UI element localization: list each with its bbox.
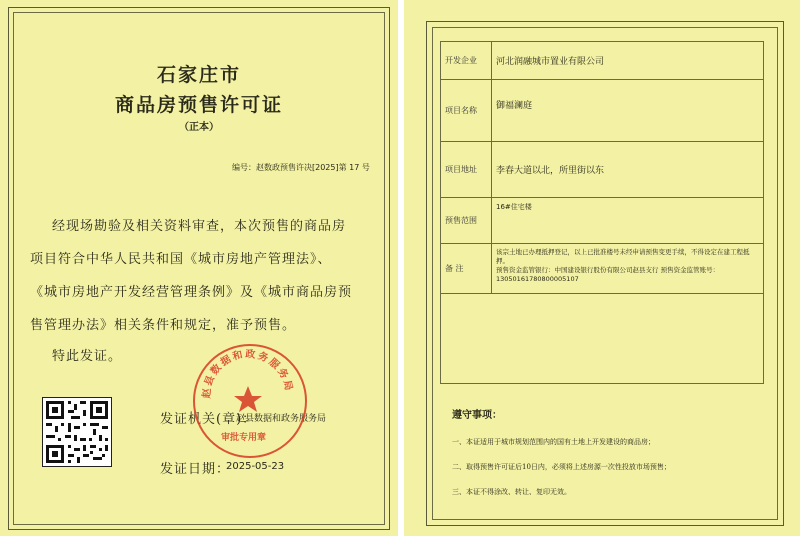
row-label: 备 注 [441,244,492,294]
seal-center-text: 审批专用章 [221,433,267,443]
table-row [441,142,764,198]
issuer-label: 发证机关(章)： [160,412,257,427]
notice-item-3: 三、本证不得涂改、转让、复印无效。 [452,488,571,496]
certificate-number [232,163,382,173]
table-row [441,244,764,294]
notice-item-1: 一、本证适用于城市规划范围内的国有土地上开发建设的商品房； [452,438,655,446]
certificate-title: 商品房预售许可证 [114,94,283,116]
body-line-3: 《城市房地产开发经营管理条例》及《城市商品房预 [30,285,353,300]
row-label: 项目地址 [441,142,492,198]
issuer-value: 赵县数据和政务服务局 [236,414,327,424]
number-label: 编号： [232,163,256,172]
qr-code [42,397,112,467]
left-certificate-page [0,0,398,536]
official-seal [193,344,307,458]
table-row-empty [441,294,764,384]
table-row [441,80,764,142]
seal-arc-text: 赵县数据和政务服务局 [201,349,295,399]
row-label: 开发企业 [441,42,492,80]
number-value: 赵数政预售许决[2025]第 17 号 [256,163,370,172]
remarks-value [492,244,764,294]
body-line-2: 项目符合中华人民共和国《城市房地产管理法》、 [30,252,332,267]
empty-cell [441,294,764,384]
seal-star-icon [234,386,262,412]
issue-date-value: 2025-05-23 [226,461,285,472]
project-name-value: 御福澜庭 [492,80,764,142]
certificate-info-table [440,41,764,384]
developer-value: 河北润融城市置业有限公司 [492,42,764,80]
remarks-line-2: 预售资金监管银行：中国建设银行股份有限公司赵县支行 预售资金监管账号：13050161780800005107 [496,266,720,283]
row-label: 项目名称 [441,80,492,142]
notice-item-2: 二、取得预售许可证后10日内，必须将上述房源一次性投放市场预售； [452,463,671,471]
notice-title: 遵守事项： [452,410,502,421]
certificate-city: 石家庄市 [156,64,241,86]
table-row [441,42,764,80]
certificate-subtitle: （正本） [179,122,219,133]
presale-scope-value: 16#住宅楼 [492,198,764,244]
body-line-4: 售管理办法》相关条件和规定，准予预售。 [30,318,297,333]
table-row [441,198,764,244]
body-line-5: 特此发证。 [52,349,123,364]
qr-code-icon [43,398,111,466]
remarks-line-1: 该宗土地已办理抵押登记，以上已批准楼号未经申请预售变更手续，不得设定在建工程抵押。 [496,248,750,265]
project-address-value: 李春大道以北，所里街以东 [492,142,764,198]
row-label: 预售范围 [441,198,492,244]
body-line-1: 经现场勘验及相关资料审查，本次预售的商品房 [52,219,347,234]
issue-date-label: 发证日期： [160,462,231,477]
